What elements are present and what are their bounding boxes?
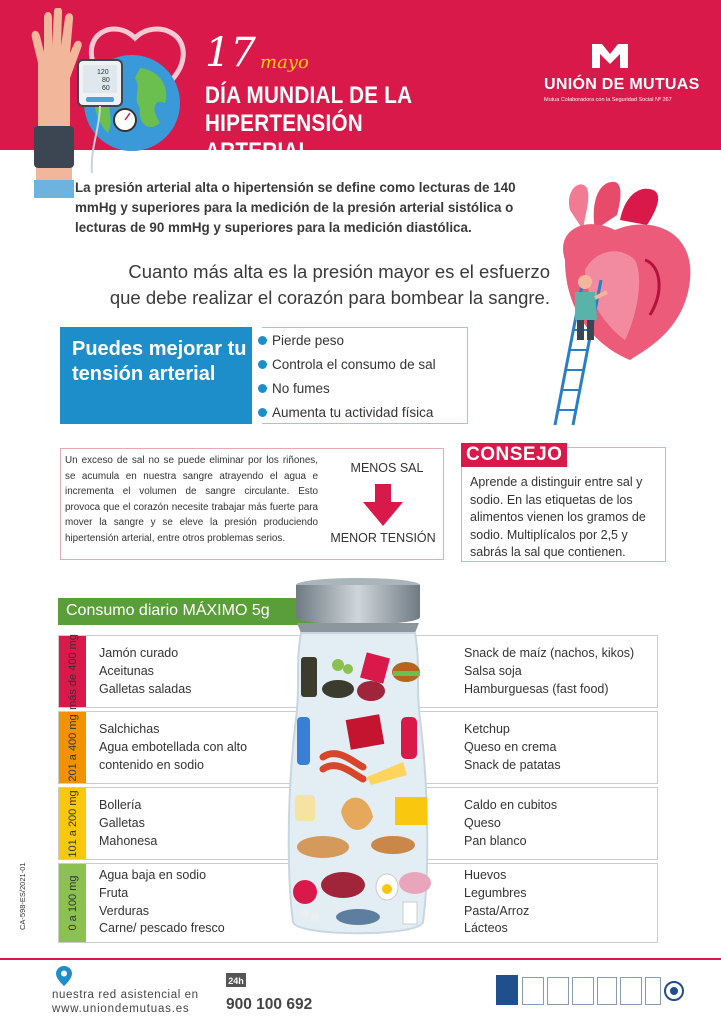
food-item: Carne/ pescado fresco	[99, 921, 225, 936]
monitor-reading-dia: 80	[102, 77, 110, 84]
monitor-reading-sys: 120	[97, 69, 109, 76]
food-item: Queso en crema	[464, 739, 557, 754]
advice-text: Aprende a distinguir entre sal y sodio. En las etiquetas de los alimentos vienen los gramos de sodio. Multiplícalos por 2,5 y sabrás la sal que contienen.	[470, 475, 646, 559]
lower-tension-label: MENOR TENSIÓN	[330, 531, 436, 545]
heart-doctor-ladder-illustration	[525, 170, 705, 430]
food-list-left	[99, 721, 299, 774]
food-item: Fruta	[99, 885, 129, 900]
down-arrow-icon	[363, 484, 403, 526]
certification-badge	[522, 977, 544, 1005]
tip-item	[262, 329, 344, 351]
bullet-dot-icon	[258, 408, 267, 417]
tip-label: Aumenta tu actividad física	[272, 404, 434, 420]
food-item: contenido en sodio	[99, 757, 204, 772]
sodium-tier-label: 101 a 200 mg	[66, 789, 79, 858]
tip-item	[262, 377, 330, 399]
sodium-tier-label: más de 400 mg	[66, 633, 79, 710]
sodium-tier-marker	[59, 712, 86, 783]
food-item: Snack de maíz (nachos, kikos)	[464, 646, 635, 660]
logo-name: UNIÓN DE MUTUAS	[544, 76, 700, 93]
blood-pressure-globe-illustration	[20, 8, 200, 198]
advice-title: CONSEJO	[461, 443, 567, 467]
certification-e-badge	[496, 975, 518, 1005]
clock-24h-icon	[226, 973, 246, 989]
food-item: Hamburguesas (fast food)	[464, 681, 609, 696]
less-salt-label: MENOS SAL	[350, 461, 424, 475]
bullet-dot-icon	[258, 384, 267, 393]
sodium-tier-label: 201 a 400 mg	[66, 713, 79, 782]
food-item: Lácteos	[464, 921, 508, 936]
effort-statement	[40, 259, 550, 311]
food-item: Legumbres	[464, 885, 527, 900]
food-item: Galletas saladas	[99, 681, 192, 696]
bullet-dot-icon	[258, 336, 267, 345]
food-list-left	[99, 645, 299, 698]
header-banner	[0, 0, 721, 165]
salt-shaker-food-illustration	[283, 577, 433, 942]
improve-title: Puedes mejorar tu tensión arterial	[72, 338, 247, 385]
food-list-left	[99, 797, 299, 850]
logo-tagline: Mutua Colaboradora con la Seguridad Social Nº 267	[544, 97, 672, 103]
food-item: Agua baja en sodio	[99, 868, 207, 882]
network-label: nuestra red asistencial en	[52, 989, 199, 1001]
website-link[interactable]: www.uniondemutuas.es	[52, 1003, 190, 1015]
food-item: Snack de patatas	[464, 757, 561, 772]
food-item: Caldo en cubitos	[464, 798, 558, 812]
event-title: DÍA MUNDIAL DE LA HIPERTENSIÓN ARTERIAL	[205, 82, 412, 165]
certification-badge	[597, 977, 617, 1005]
food-item: Verduras	[99, 903, 150, 918]
sodium-tier-marker	[59, 633, 86, 710]
tip-label: Pierde peso	[272, 332, 345, 348]
h24-label: 24h	[228, 976, 244, 986]
union-de-mutuas-logo-icon	[590, 40, 630, 70]
daily-intake-label: Consumo diario MÁXIMO 5g	[66, 602, 270, 619]
effort-line-1: Cuanto más alta es la presión mayor es el esfuerzo	[128, 261, 550, 282]
sodium-tier-marker	[59, 788, 86, 859]
document-code-text: CA-598-ES/2021-01	[18, 862, 27, 930]
location-pin-icon	[56, 966, 72, 986]
tips-list	[262, 327, 468, 424]
sodium-tier-marker	[59, 864, 86, 942]
tip-item	[262, 401, 433, 423]
food-item: Ketchup	[464, 722, 510, 736]
bullet-dot-icon	[258, 360, 267, 369]
food-item: Mahonesa	[99, 833, 158, 848]
improve-blood-pressure-panel	[60, 327, 252, 424]
salt-explanation-text: Un exceso de sal no se puede eliminar por los riñones, se acumula en nuestra sangre atrayendo el agua e incrementa el volumen de sangre circulante. Esto provoca que el corazón necesite trabajar más fuerte para mover la sangre y se eleve la presión produciendo hipertensión arterial, entre otros problemas serios.	[65, 455, 318, 544]
salt-explanation-box	[60, 448, 444, 560]
food-item: Aceitunas	[99, 663, 154, 678]
food-item: Huevos	[464, 868, 507, 882]
food-item: Pasta/Arroz	[464, 903, 530, 918]
food-item: Salchichas	[99, 722, 160, 736]
food-list-left	[99, 867, 299, 938]
certification-badge	[547, 977, 569, 1005]
certification-badge	[572, 977, 594, 1005]
certification-badge	[645, 977, 661, 1005]
food-item: Agua embotellada con alto	[99, 739, 248, 754]
event-month: mayo	[260, 52, 309, 73]
sodium-tier-label: 0 a 100 mg	[66, 875, 79, 931]
food-item: Bollería	[99, 798, 142, 812]
food-item: Pan blanco	[464, 833, 527, 848]
food-list-right	[464, 645, 664, 698]
tip-item	[262, 353, 436, 375]
effort-line-2: que debe realizar el corazón para bombear la sangre.	[109, 287, 550, 308]
tip-label: No fumes	[272, 380, 330, 396]
food-item: Queso	[464, 815, 501, 830]
footer-divider	[0, 958, 721, 960]
hypertension-definition: La presión arterial alta o hipertensión se define como lecturas de 140 mmHg y superiores para la medición de la presión arterial sistólica o lecturas de 90 mmHg y superiores para la medición diastólica.	[75, 180, 516, 235]
certification-seal-icon	[664, 981, 684, 1001]
food-item: Jamón curado	[99, 646, 179, 660]
food-list-right	[464, 867, 664, 938]
food-item: Salsa soja	[464, 663, 522, 678]
food-item: Galletas	[99, 815, 145, 830]
monitor-reading-pulse: 60	[102, 85, 110, 92]
food-list-right	[464, 797, 664, 850]
phone-number[interactable]: 900 100 692	[226, 996, 313, 1013]
tip-label: Controla el consumo de sal	[272, 356, 436, 372]
advice-box	[461, 444, 666, 562]
food-list-right	[464, 721, 664, 774]
document-code	[18, 862, 34, 942]
certification-badge	[620, 977, 642, 1005]
event-day: 17	[205, 30, 256, 76]
